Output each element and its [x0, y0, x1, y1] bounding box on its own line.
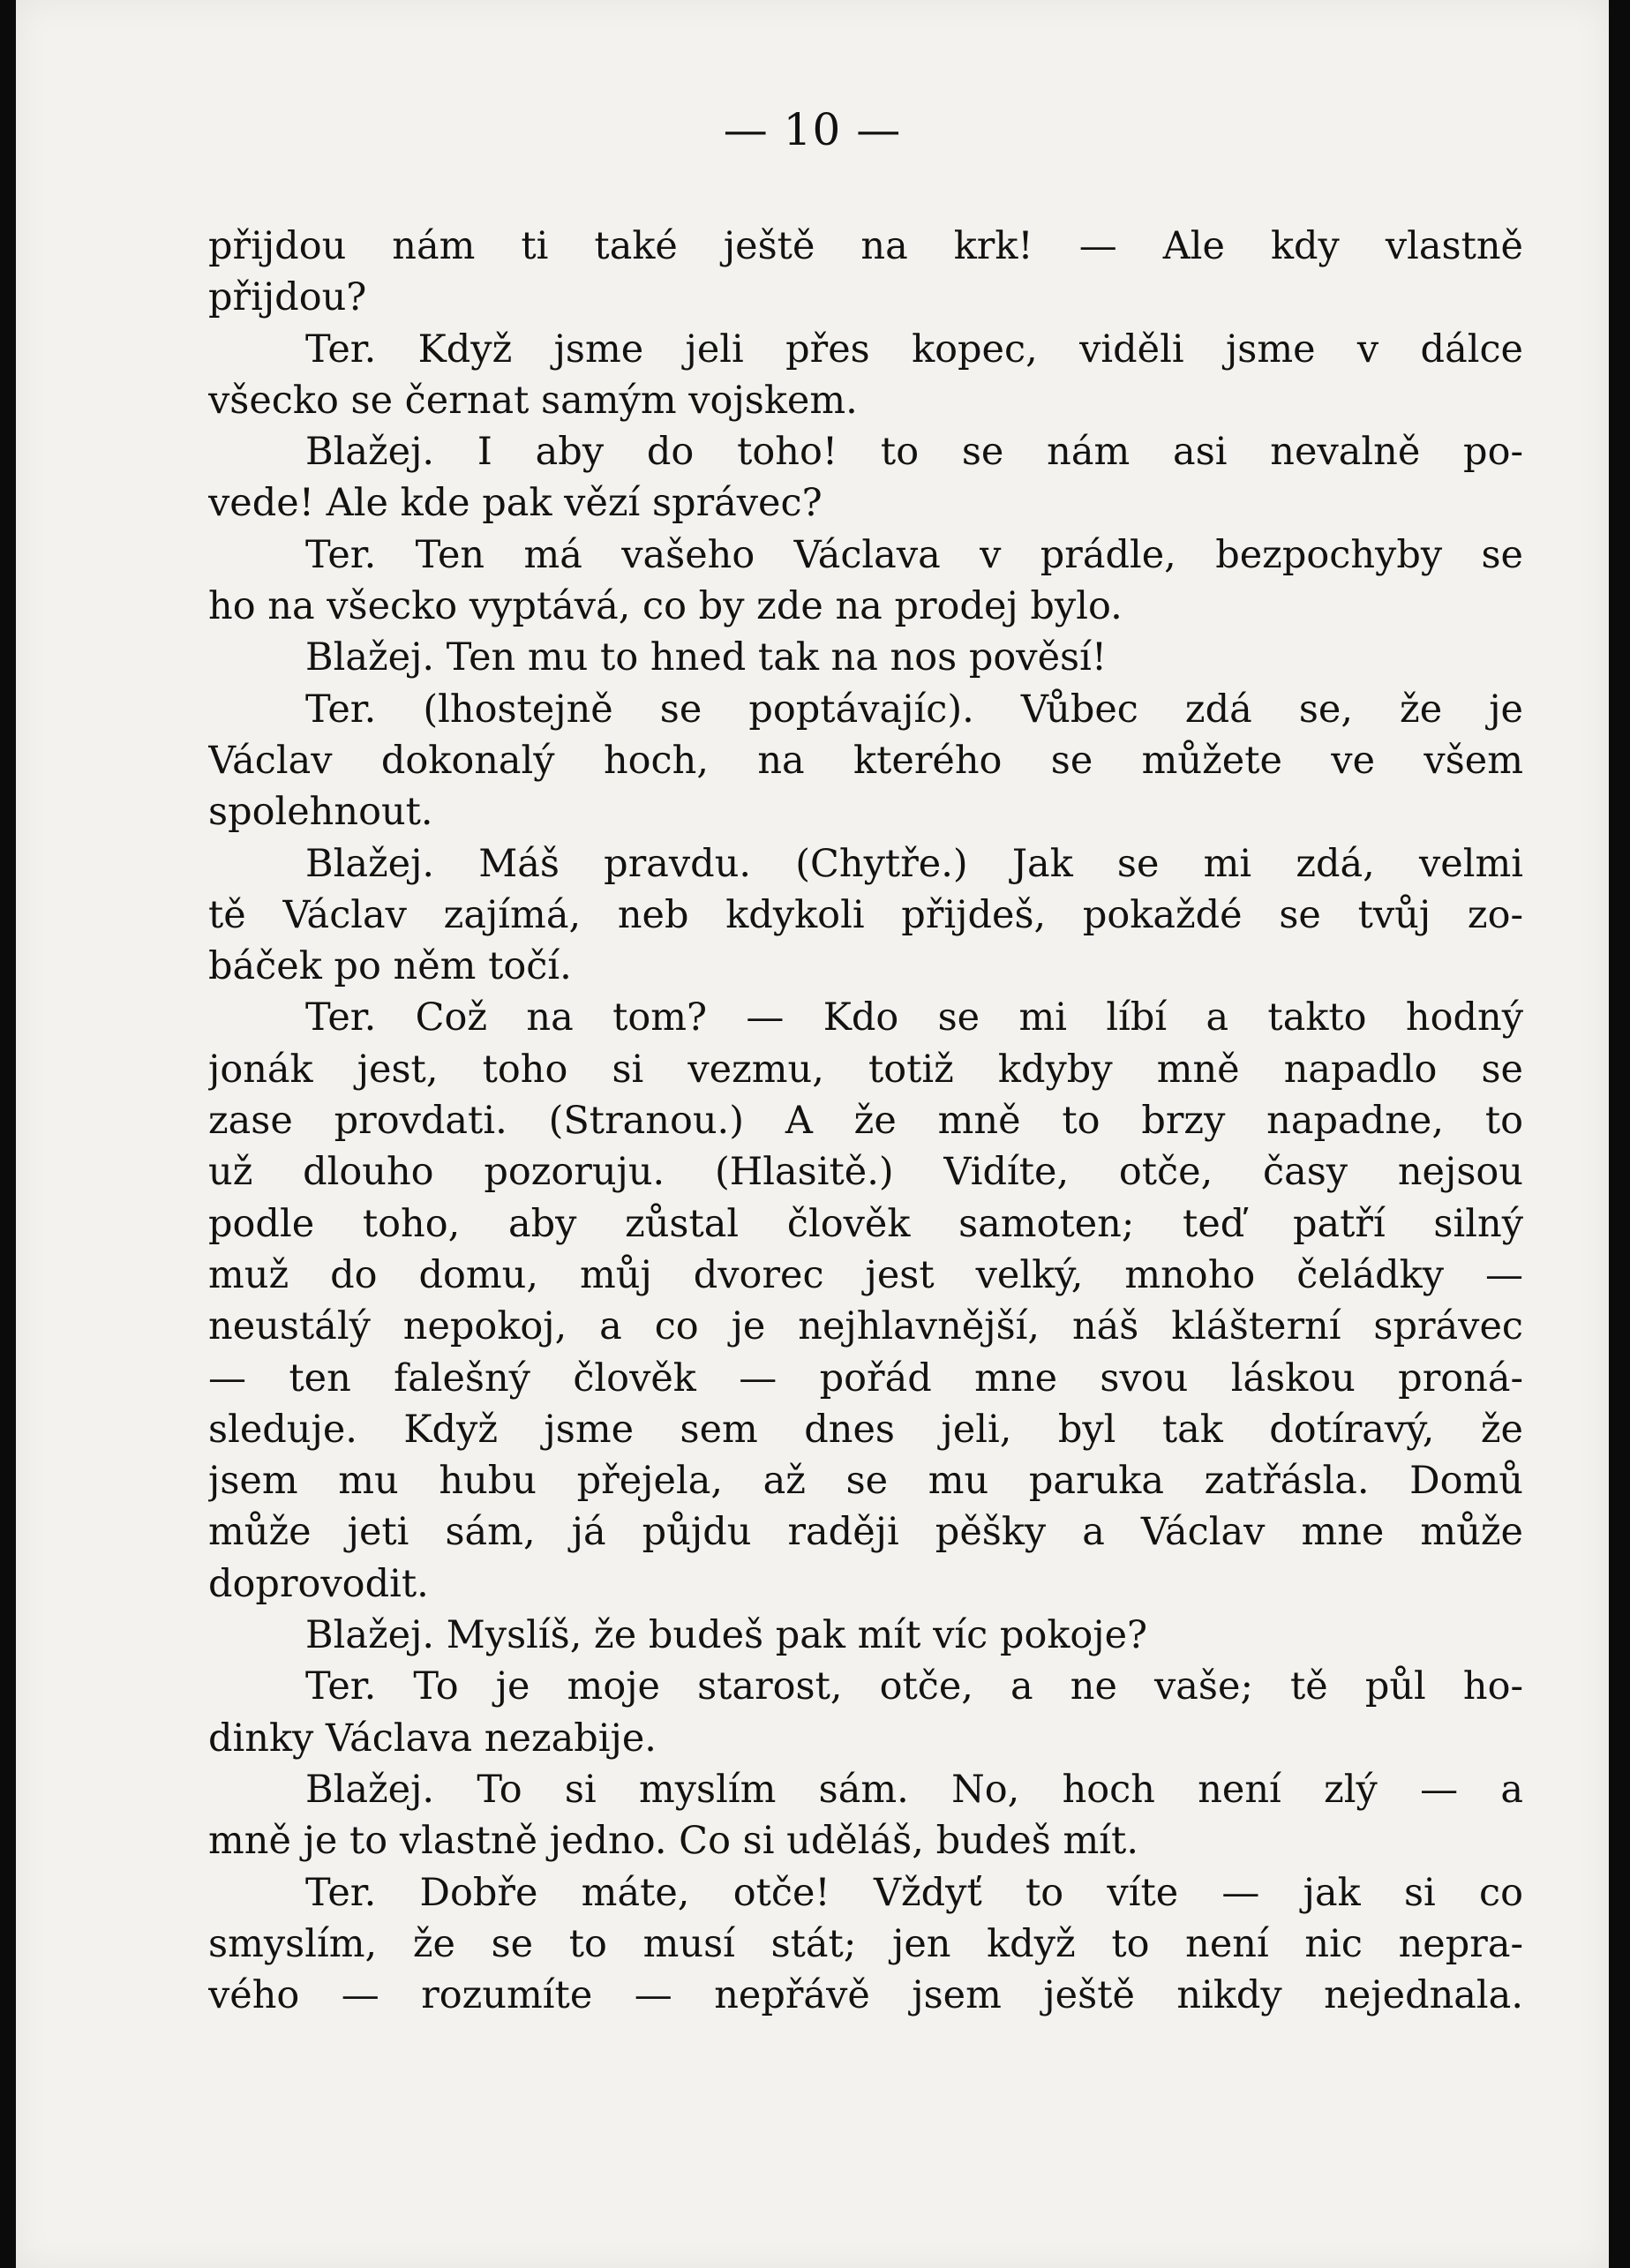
- text-line: smyslím, že se to musí stát; jen když to není nic nepra-: [208, 1921, 1523, 1966]
- book-page: [16, 0, 1609, 2268]
- text-line: vede! Ale kde pak vězí správec?: [208, 481, 823, 526]
- text-line: vého — rozumíte — nepřávě jsem ještě nikdy nejednala.: [208, 1973, 1523, 2018]
- text-line: — ten falešný člověk — pořád mne svou láskou proná-: [208, 1356, 1523, 1401]
- text-line: jsem mu hubu přejela, až se mu paruka zatřásla. Domů: [208, 1459, 1523, 1504]
- text-line: Ter. Dobře máte, otče! Vždyť to víte — jak si co: [305, 1870, 1523, 1915]
- text-line: spolehnout.: [208, 790, 433, 835]
- text-line: dinky Václava nezabije.: [208, 1716, 657, 1761]
- text-line: zase provdati. (Stranou.) A že mně to brzy napadne, to: [208, 1099, 1523, 1144]
- text-line: přijdou?: [208, 275, 367, 320]
- text-line: Blažej. Máš pravdu. (Chytře.) Jak se mi zdá, velmi: [305, 841, 1523, 886]
- text-line: Blažej. Ten mu to hned tak na nos pověsí!: [305, 635, 1108, 680]
- text-line: Václav dokonalý hoch, na kterého se můžete ve všem: [208, 738, 1523, 783]
- page-number: — 10 —: [723, 104, 902, 155]
- text-line: Blažej. To si myslím sám. No, hoch není zlý — a: [305, 1767, 1523, 1812]
- text-line: ho na všecko vyptává, co by zde na prodej bylo.: [208, 584, 1123, 629]
- text-line: sleduje. Když jsme sem dnes jeli, byl tak dotíravý, že: [208, 1407, 1523, 1452]
- text-line: jonák jest, toho si vezmu, totiž kdyby mně napadlo se: [208, 1047, 1523, 1092]
- text-line: může jeti sám, já půjdu raději pěšky a Václav mne může: [208, 1510, 1523, 1555]
- text-line: doprovodit.: [208, 1561, 429, 1606]
- text-line: muž do domu, můj dvorec jest velký, mnoho čeládky —: [208, 1252, 1523, 1297]
- text-line: přijdou nám ti také ještě na krk! — Ale kdy vlastně: [208, 224, 1523, 268]
- text-line: neustálý nepokoj, a co je nejhlavnější, náš klášterní správec: [208, 1304, 1523, 1349]
- text-line: už dlouho pozoruju. (Hlasitě.) Vidíte, otče, časy nejsou: [208, 1150, 1523, 1195]
- page-text: [208, 221, 1523, 2021]
- text-line: podle toho, aby zůstal člověk samoten; teď patří silný: [208, 1201, 1523, 1246]
- text-line: Ter. Ten má vašeho Václava v prádle, bezpochyby se: [305, 532, 1523, 577]
- text-line: báček po něm točí.: [208, 944, 572, 989]
- text-line: Ter. (lhostejně se poptávajíc). Vůbec zdá se, že je: [305, 687, 1523, 732]
- text-line: Ter. Což na tom? — Kdo se mi líbí a takto hodný: [305, 995, 1523, 1040]
- text-line: Ter. To je moje starost, otče, a ne vaše; tě půl ho-: [305, 1664, 1523, 1709]
- text-line: Ter. Když jsme jeli přes kopec, viděli jsme v dálce: [305, 327, 1523, 372]
- text-line: všecko se černat samým vojskem.: [208, 378, 858, 423]
- text-line: Blažej. I aby do toho! to se nám asi nevalně po-: [305, 430, 1523, 475]
- text-line: mně je to vlastně jedno. Co si uděláš, budeš mít.: [208, 1819, 1138, 1864]
- text-line: tě Václav zajímá, neb kdykoli přijdeš, pokaždé se tvůj zo-: [208, 892, 1523, 937]
- text-line: Blažej. Myslíš, že budeš pak mít víc pokoje?: [305, 1613, 1148, 1658]
